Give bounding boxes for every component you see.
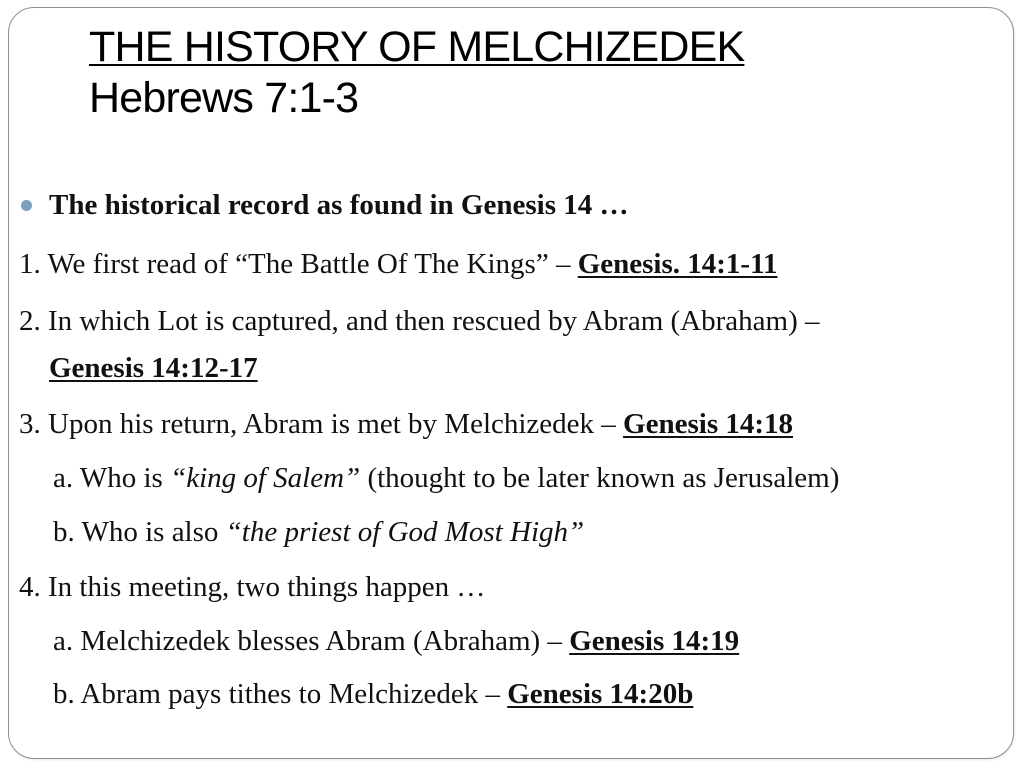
list-item-text: a. Melchizedek blesses Abram (Abraham) –	[53, 625, 570, 657]
title-main: THE HISTORY OF MELCHIZEDEK	[89, 23, 745, 71]
bullet-heading: The historical record as found in Genesis 14 …	[49, 189, 629, 221]
scripture-reference: Genesis 14:12-17	[49, 352, 258, 384]
sub-item-4a	[53, 624, 739, 658]
sub-item-4b	[53, 677, 693, 711]
list-item-text: a. Who is	[53, 462, 171, 494]
list-item-text: b. Who is also	[53, 516, 226, 548]
scripture-reference: Genesis 14:19	[569, 625, 740, 657]
bullet-dot-icon	[21, 200, 32, 211]
list-item-text: 4. In this meeting, two things happen …	[19, 571, 486, 603]
italic-quote: “the priest of God Most High”	[225, 516, 585, 548]
title-reference: Hebrews 7:1-3	[89, 74, 359, 122]
list-item-text: (thought to be later known as Jerusalem)	[360, 462, 840, 494]
list-item-2-reference-line	[49, 351, 258, 385]
list-item-text: 2. In which Lot is captured, and then rescued by Abram (Abraham) –	[19, 305, 820, 337]
list-item-text: 1. We first read of “The Battle Of The Kings” –	[19, 248, 578, 280]
list-item-2	[19, 304, 819, 338]
list-item-3	[19, 407, 793, 441]
list-item-1	[19, 247, 777, 281]
scripture-reference: Genesis 14:20b	[507, 678, 694, 710]
list-item-text: 3. Upon his return, Abram is met by Melchizedek –	[19, 408, 624, 440]
slide-title	[89, 22, 744, 124]
scripture-reference: Genesis. 14:1-11	[577, 248, 778, 280]
sub-item-3b	[53, 515, 584, 549]
scripture-reference: Genesis 14:18	[623, 408, 794, 440]
list-item-4	[19, 570, 485, 604]
list-item-text: b. Abram pays tithes to Melchizedek –	[53, 678, 508, 710]
italic-quote: “king of Salem”	[170, 462, 361, 494]
sub-item-3a	[53, 461, 839, 495]
